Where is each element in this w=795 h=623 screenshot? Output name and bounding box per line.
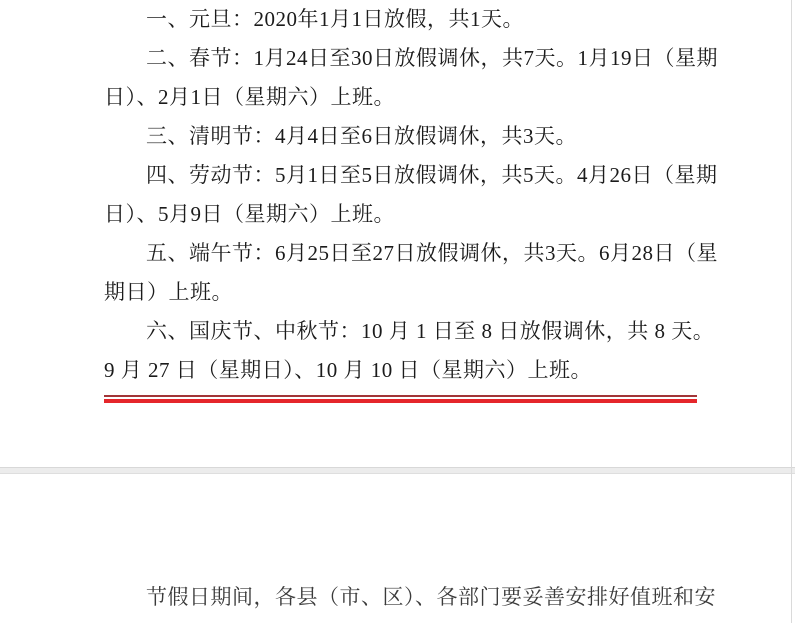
official-footer-rule [104, 395, 697, 403]
duty-arrangement-line: 节假日期间，各县（市、区）、各部门要妥善安排好值班和安 [146, 585, 716, 609]
holiday-item-spring-festival-cont: 日）、2月1日（星期六）上班。 [104, 85, 395, 109]
holiday-item-labor-day: 四、劳动节：5月1日至5日放假调休，共5天。4月26日（星期 [146, 163, 718, 187]
holiday-item-spring-festival: 二、春节：1月24日至30日放假调休，共7天。1月19日（星期 [146, 46, 718, 70]
footer-rule-thick-line [104, 399, 697, 403]
page-2 [0, 474, 795, 623]
duty-arrangement-paragraph [104, 578, 716, 617]
holiday-item-dragon-boat: 五、端午节：6月25日至27日放假调休，共3天。6月28日（星 [146, 241, 718, 265]
holiday-list [104, 0, 718, 390]
holiday-item-dragon-boat-cont: 期日）上班。 [104, 280, 233, 304]
holiday-item-labor-day-cont: 日）、5月9日（星期六）上班。 [104, 202, 395, 226]
page-break-gap [0, 467, 795, 474]
holiday-item-qingming: 三、清明节：4月4日至6日放假调休，共3天。 [146, 124, 577, 148]
holiday-item-national-day-cont: 9 月 27 日（星期日）、10 月 10 日（星期六）上班。 [104, 358, 592, 382]
holiday-item-new-year: 一、元旦：2020年1月1日放假，共1天。 [146, 7, 524, 31]
page-right-edge-line [791, 0, 792, 623]
holiday-item-national-day: 六、国庆节、中秋节：10 月 1 日至 8 日放假调休，共 8 天。 [146, 319, 715, 343]
